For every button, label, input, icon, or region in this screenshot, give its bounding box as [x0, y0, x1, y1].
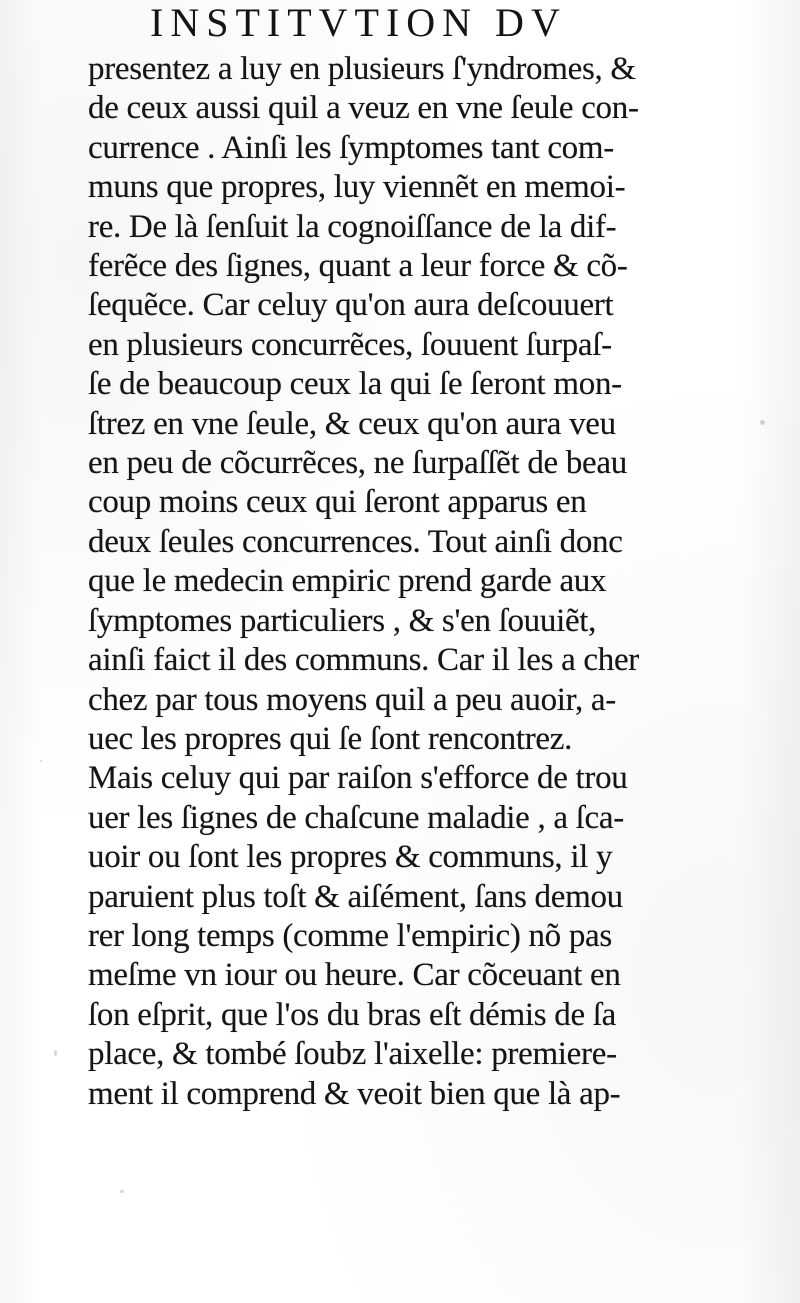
text-line: uer les ſignes de chaſcune maladie , a ſca- — [88, 799, 624, 836]
text-line: currence . Ainſi les ſymptomes tant com- — [88, 129, 614, 166]
text-line: de ceux aussi quil a veuz en vne ſeule con- — [88, 90, 639, 127]
text-line: ſe de beaucoup ceux la qui ſe ſeront mon- — [88, 366, 622, 403]
text-line: meſme vn iour ou heure. Car cõceuant en — [88, 957, 621, 994]
text-line: ſymptomes particuliers , & s'en ſouuiẽt, — [88, 602, 597, 639]
text-line: ferẽce des ſignes, quant a leur force & cõ- — [88, 248, 628, 285]
text-line: ſtrez en vne ſeule, & ceux qu'on aura veu — [88, 405, 616, 442]
text-line: en plusieurs concurrẽces, ſouuent ſurpaſ- — [88, 326, 612, 363]
text-line: ſequẽce. Car celuy qu'on aura deſcouuert — [88, 287, 614, 324]
text-line: ainſi faict il des communs. Car il les a cher — [88, 642, 639, 679]
text-line: coup moins ceux qui ſeront apparus en — [88, 484, 587, 521]
text-line: uec les propres qui ſe ſont rencontrez. — [88, 720, 573, 757]
text-line: re. De là ſenſuit la cognoiſſance de la dif- — [88, 208, 617, 245]
running-head: INSTITVTION DV — [150, 0, 567, 45]
text-line: presentez a luy en plusieurs ſ'yndromes, & — [88, 51, 636, 87]
text-line: place, & tombé ſoubz l'aixelle: premiere- — [88, 1036, 617, 1073]
paper-speck — [760, 420, 765, 425]
text-line: ment il comprend & veoit bien que là ap- — [88, 1075, 621, 1112]
text-line: en peu de cõcurrẽces, ne ſurpaſſẽt de beau — [88, 445, 627, 482]
text-line: chez par tous moyens quil a peu auoir, a- — [88, 681, 616, 718]
text-line: paruient plus toſt & aiſément, ſans demou — [88, 878, 623, 915]
text-line: uoir ou ſont les propres & communs, il y — [88, 839, 613, 876]
text-line: deux ſeules concurrences. Tout ainſi donc — [88, 523, 623, 560]
text-line: que le medecin empiric prend garde aux — [88, 563, 607, 600]
text-line: Mais celuy qui par raiſon s'efforce de trou — [88, 760, 628, 797]
paper-speck — [40, 760, 42, 762]
paper-speck — [120, 1190, 124, 1193]
text-line: muns que propres, luy viennẽt en memoi- — [88, 169, 626, 206]
body-text — [88, 50, 748, 1114]
text-line: rer long temps (comme l'empiric) nõ pas — [88, 917, 612, 954]
text-line: ſon eſprit, que l'os du bras eſt démis de ſa — [88, 996, 616, 1033]
paper-speck — [54, 1050, 57, 1056]
